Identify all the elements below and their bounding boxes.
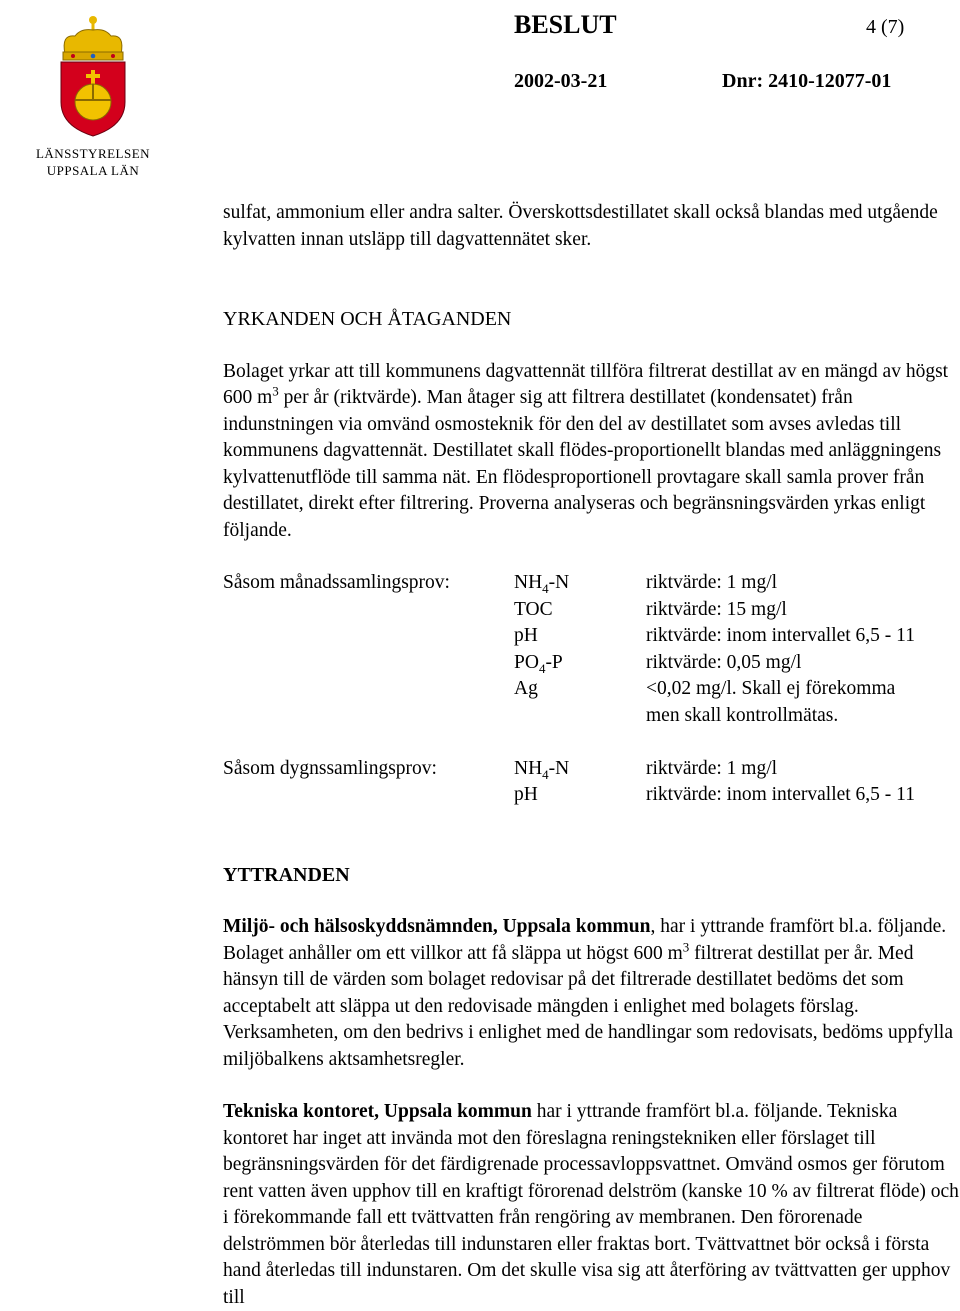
yrkanden-text-1: Bolaget yrkar att till kommunens dagvattennät tillföra filtrerat destillat av en mängd av högst 600 m: [223, 360, 949, 408]
daily-samples-table: [223, 756, 960, 809]
daily-label: Såsom dygnssamlingsprov:: [223, 757, 437, 779]
value-cell: riktvärde: inom intervallet 6,5 - 11: [646, 784, 915, 805]
monthly-label: Såsom månadssamlingsprov:: [223, 572, 450, 593]
table-row: [223, 782, 960, 809]
intro-paragraph: sulfat, ammonium eller andra salter. Överskottsdestillatet skall också blandas med utgående kylvatten innan utsläpp till dagvattennätet sker.: [223, 202, 938, 250]
yttrande-tekniska-paragraph: [223, 1099, 960, 1311]
param-cell: TOC: [514, 598, 553, 620]
logo-line-1: LÄNSSTYRELSEN: [35, 146, 151, 161]
value-cell: riktvärde: inom intervallet 6,5 - 11: [646, 625, 915, 646]
param-cell: pH: [514, 625, 538, 646]
value-cell: riktvärde: 1 mg/l: [646, 757, 778, 779]
heading-yttranden: YTTRANDEN: [223, 863, 350, 886]
table-row: [223, 676, 960, 703]
value-cell: riktvärde: 15 mg/l: [646, 598, 787, 620]
param-cell: $NH_4-N$: [514, 572, 570, 596]
diary-number: Dnr: 2410-12077-01: [722, 70, 892, 92]
county-logo: [18, 14, 168, 190]
monthly-samples-table: [223, 570, 960, 729]
yrkanden-paragraph: [223, 359, 960, 545]
yrkanden-text-2: per år (riktvärde). Man åtager sig att filtrera destillatet (kondensatet) från indunstningen via omvänd osmosteknik för den del av destillatet som avses avledas till kommunens dagvattennät. Destillatet skall flödes-proportionellt blandas med anläggningens kylvattenutflöde till samma nät. En flödesproportionell provtagare skall samla prover från destillatet, direkt efter filtrering. Proverna analyseras och begränsningsvärden yrkas enligt följande.: [223, 387, 942, 541]
param-cell: $PO_4-P$: [514, 651, 563, 676]
value-cell: <0,02 mg/l. Skall ej förekomma: [646, 678, 896, 699]
superscript-3: 3: [682, 939, 690, 954]
yttrande-text-1: , har i yttrande framfört bl.a. följande. Bolaget anhåller om ett villkor att få släppa ut högst 600 m: [223, 916, 947, 964]
crown-icon: [63, 16, 123, 60]
param-cell: $NH_4-N$: [514, 757, 570, 782]
superscript-3: 3: [272, 383, 279, 399]
value-cell: riktvärde: 1 mg/l: [646, 572, 778, 593]
value-cell: men skall kontrollmätas.: [646, 704, 839, 726]
authority-name: Miljö- och hälsoskyddsnämnden, Uppsala kommun: [223, 916, 651, 937]
value-cell: riktvärde: 0,05 mg/l: [646, 651, 802, 673]
authority-name: Tekniska kontoret, Uppsala kommun: [223, 1101, 532, 1122]
param-cell: Ag: [514, 678, 538, 699]
table-row: [223, 703, 960, 730]
document-date: 2002-03-21: [514, 70, 608, 92]
param-cell: pH: [514, 784, 538, 805]
table-row: [223, 623, 960, 650]
table-row: [223, 597, 960, 624]
document-body: [223, 200, 960, 1311]
logo-line-2: UPPSALA LÄN: [46, 163, 140, 178]
table-row: [223, 756, 960, 783]
yttrande-text-2: filtrerat destillat per år. Med hänsyn till de värden som bolaget redovisar på det filtrerade destillatet bedöms det som acceptabelt att släppa ut den redovisade mängden i enlighet med bolagets förslag. Verksamheten, om den bedrivs i enlighet med de handlingar som redovisats, bedöms uppfylla miljöbalkens aktsamhetsregler.: [223, 942, 954, 1070]
table-row: [223, 650, 960, 677]
coat-of-arms-icon: [51, 14, 135, 139]
heading-yrkanden: YRKANDEN OCH ÅTAGANDEN: [223, 308, 512, 330]
page-number: 4 (7): [866, 16, 905, 38]
document-type: BESLUT: [514, 10, 617, 39]
table-row: [223, 570, 960, 597]
yttrande-text: har i yttrande framfört bl.a. följande. Tekniska kontoret har inget att invända mot den föreslagna reningstekniken eller förslaget till begränsningsvärden för det färdigrenade processavloppsvattnet. Omvänd osmos ger förutom rent vatten även upphov till en kraftigt förorenad delström (kanske 10 % av filtrerat flöde) och i förekommande fall ett tvättvatten från rengöring av membranen. Den förorenade delströmmen bör återledas till indunstaren eller fraktas bort. Tvättvattnet bör också i första hand återledas till indunstaren. Om det skulle visa sig att återföring av tvättvatten ger upphov till: [223, 1101, 959, 1308]
yttrande-miljo-paragraph: [223, 914, 960, 1073]
